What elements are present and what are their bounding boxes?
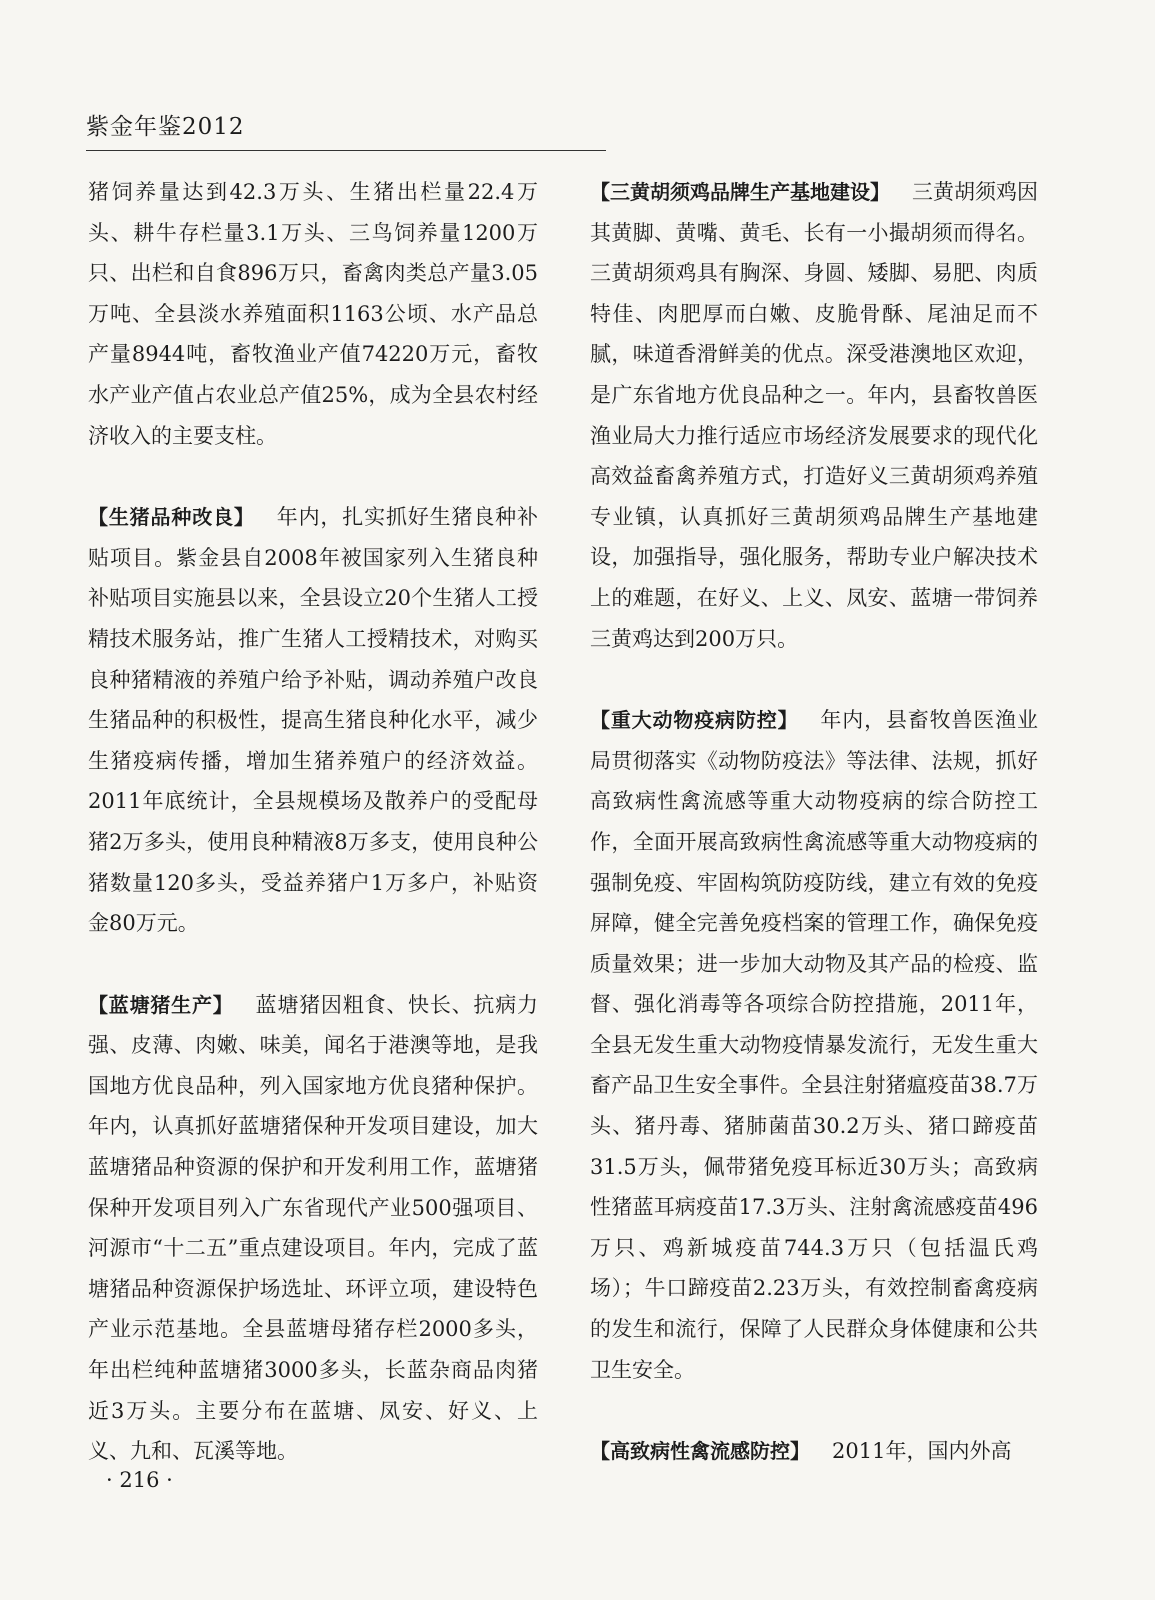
sanhuang-chicken-section	[590, 172, 1038, 659]
pig-breed-improvement-section	[88, 497, 538, 944]
left-column	[88, 172, 538, 1472]
pig-breed-improvement-body: 年内，扎实抓好生猪良种补贴项目。紫金县自2008年被国家列入生猪良种补贴项目实施县以来，全县设立20个生猪人工授精技术服务站，推广生猪人工授精技术，对购买良种猪精液的养殖户给予补贴，调动养殖户改良生猪品种的积极性，提高生猪良种化水平，减少生猪疫病传播，增加生猪养殖户的经济效益。2011年底统计，全县规模场及散养户的受配母猪2万多头，使用良种精液8万多支，使用良种公猪数量120多头，受益养猪户1万多户，补贴资金80万元。	[88, 505, 539, 936]
right-column	[590, 172, 1038, 1472]
page-number: · 216 ·	[106, 1468, 173, 1492]
intro-paragraph: 猪饲养量达到42.3万头、生猪出栏量22.4万头、耕牛存栏量3.1万头、三鸟饲养量1200万只、出栏和自食896万只，畜禽肉类总产量3.05万吨、全县淡水养殖面积1163公顷、水产品总产量8944吨，畜牧渔业产值74220万元，畜牧水产业产值占农业总产值25%，成为全县农村经济收入的主要支柱。	[88, 180, 538, 448]
running-header: 紫金年鉴2012	[86, 114, 245, 140]
avian-flu-control-body: 2011年，国内外高	[832, 1439, 1012, 1464]
sanhuang-chicken-heading: 【三黄胡须鸡品牌生产基地建设】	[590, 180, 890, 204]
avian-flu-control-section	[590, 1431, 1038, 1472]
sanhuang-chicken-body: 三黄胡须鸡因其黄脚、黄嘴、黄毛、长有一小撮胡须而得名。三黄胡须鸡具有胸深、身圆、矮脚、易肥、肉质特佳、肉肥厚而白嫩、皮脆骨酥、尾油足而不腻，味道香滑鲜美的优点。深受港澳地区欢迎，是广东省地方优良品种之一。年内，县畜牧兽医渔业局大力推行适应市场经济发展要求的现代化高效益畜禽养殖方式，打造好义三黄胡须鸡养殖专业镇，认真抓好三黄胡须鸡品牌生产基地建设，加强指导，强化服务，帮助专业户解决技术上的难题，在好义、上义、凤安、蓝塘一带饲养三黄鸡达到200万只。	[590, 180, 1038, 651]
pig-breed-improvement-heading: 【生猪品种改良】	[88, 505, 255, 530]
lantang-pig-body: 蓝塘猪因粗食、快长、抗病力强、皮薄、肉嫩、味美，闻名于港澳等地，是我国地方优良品种，列入国家地方优良猪种保护。年内，认真抓好蓝塘猪保种开发项目建设，加大蓝塘猪品种资源的保护和开发利用工作，蓝塘猪保种开发项目列入广东省现代产业500强项目、河源市“十二五”重点建设项目。年内，完成了蓝塘猪品种资源保护场选址、环评立项，建设特色产业示范基地。全县蓝塘母猪存栏2000多头，年出栏纯种蓝塘猪3000多头，长蓝杂商品肉猪近3万头。主要分布在蓝塘、凤安、好义、上义、九和、瓦溪等地。	[88, 992, 539, 1464]
lantang-pig-heading: 【蓝塘猪生产】	[88, 992, 234, 1017]
header-divider	[86, 150, 606, 151]
animal-disease-control-body: 年内，县畜牧兽医渔业局贯彻落实《动物防疫法》等法律、法规，抓好高致病性禽流感等重大动物疫病的综合防控工作，全面开展高致病性禽流感等重大动物疫病的强制免疫、牢固构筑防疫防线，建立有效的免疫屏障，健全完善免疫档案的管理工作，确保免疫质量效果；进一步加大动物及其产品的检疫、监督、强化消毒等各项综合防控措施，2011年，全县无发生重大动物疫情暴发流行，无发生重大畜产品卫生安全事件。全县注射猪瘟疫苗38.7万头、猪丹毒、猪肺菌苗30.2万头、猪口蹄疫苗31.5万头，佩带猪免疫耳标近30万头；高致病性猪蓝耳病疫苗17.3万头、注射禽流感疫苗496万只、鸡新城疫苗744.3万只（包括温氏鸡场）；牛口蹄疫苗2.23万头，有效控制畜禽疫病的发生和流行，保障了人民群众身体健康和公共卫生安全。	[590, 708, 1038, 1382]
animal-disease-control-section	[590, 700, 1038, 1390]
avian-flu-control-heading: 【高致病性禽流感防控】	[590, 1439, 810, 1464]
animal-disease-control-heading: 【重大动物疫病防控】	[590, 708, 799, 733]
lantang-pig-section	[88, 985, 538, 1472]
